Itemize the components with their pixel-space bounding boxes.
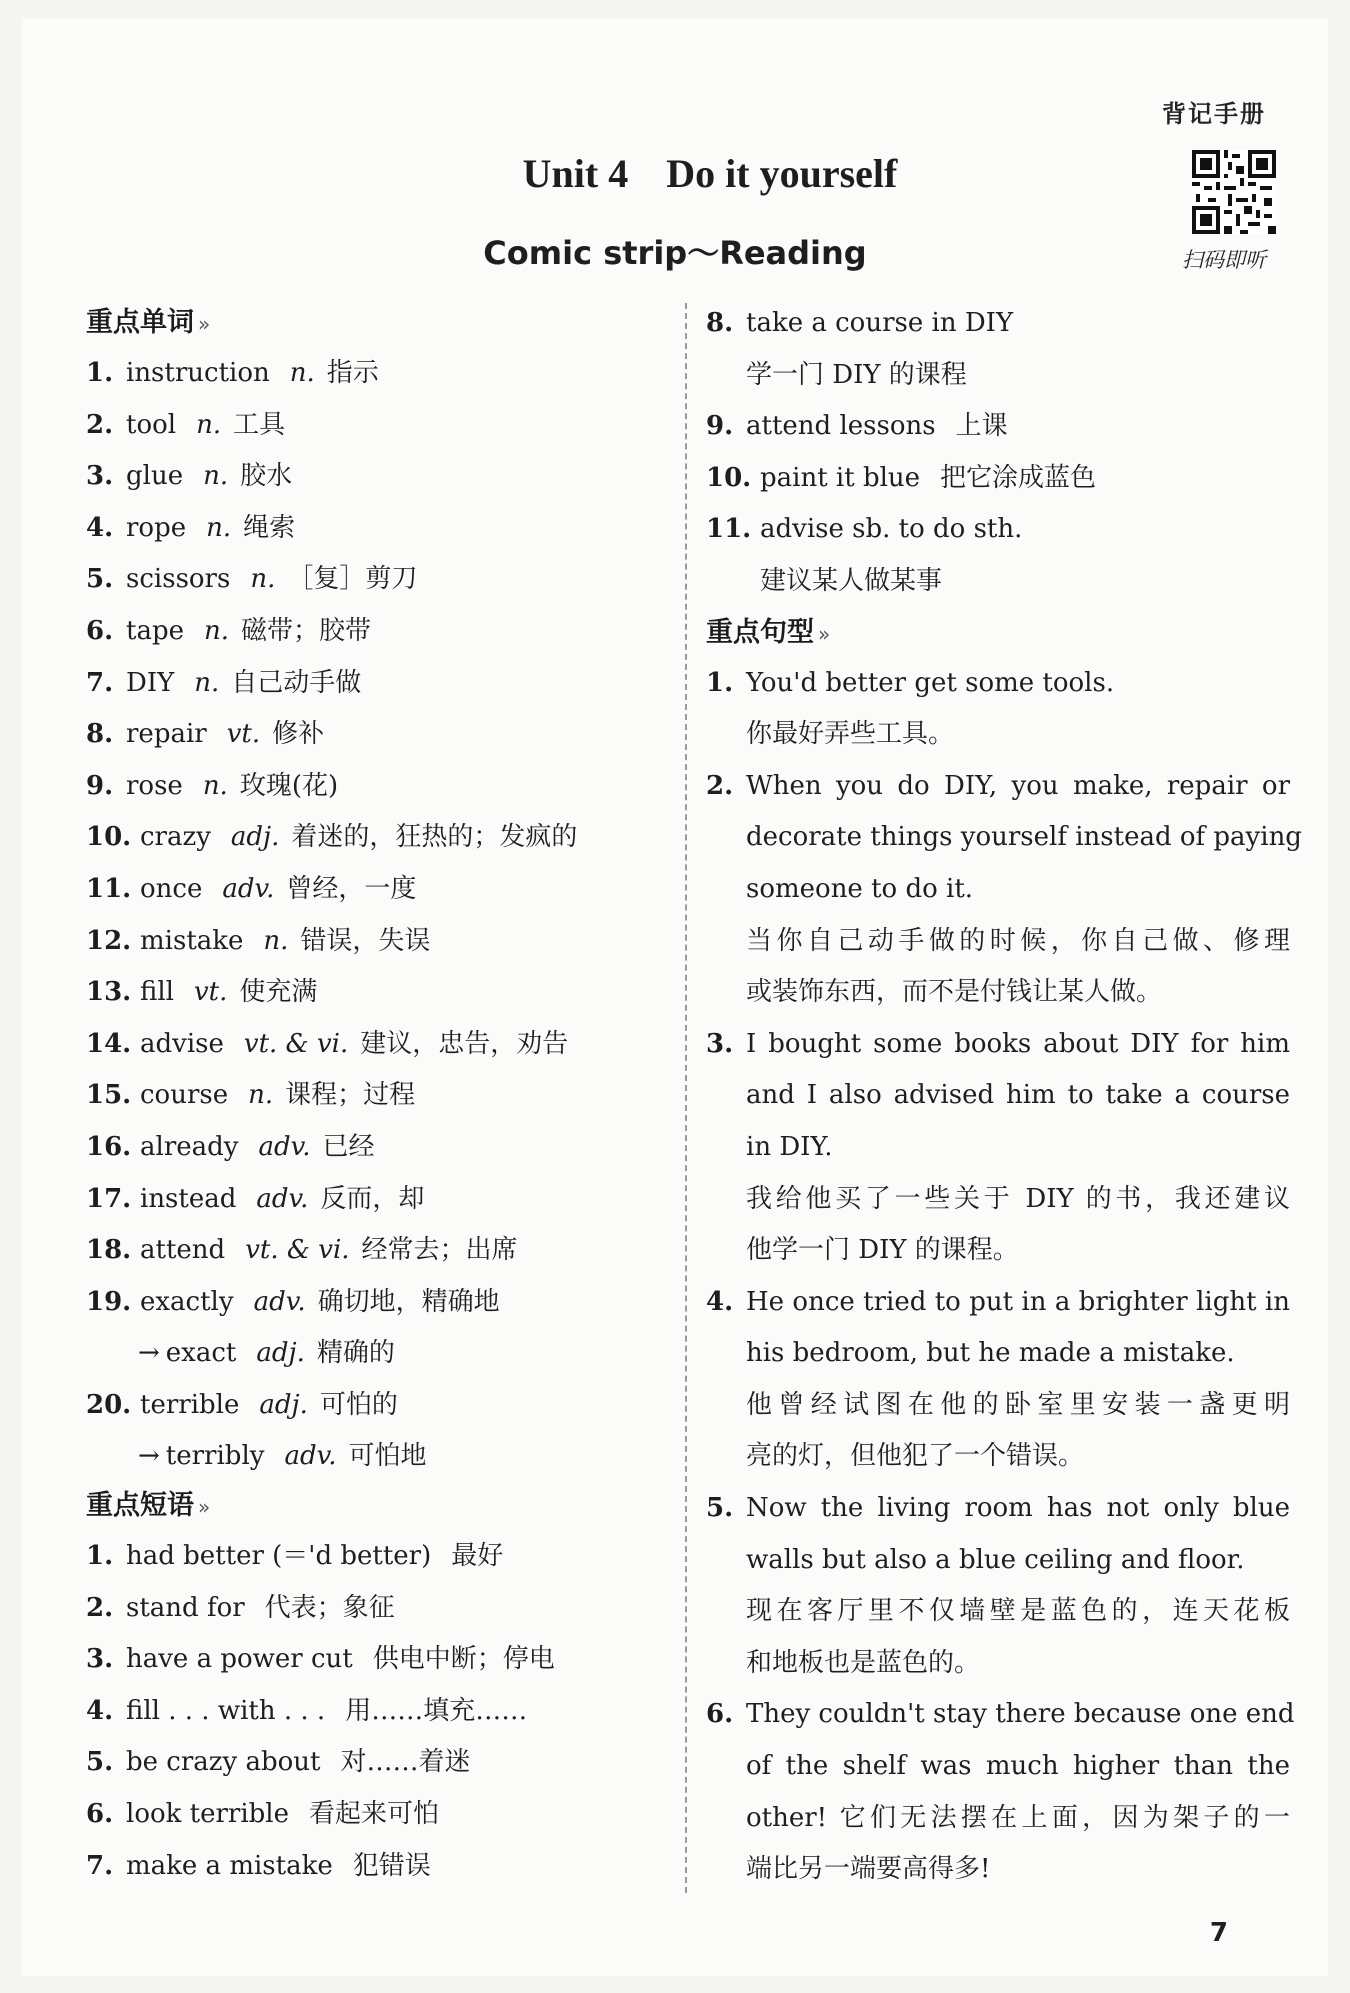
item-number: 14. [86, 1028, 132, 1059]
sentence-text: I bought some books about DIY for him [746, 1028, 1290, 1059]
word-row [86, 709, 676, 761]
word-meaning: 确切地，精确地 [317, 1286, 500, 1317]
phrase-meaning: 用……填充…… [345, 1695, 528, 1726]
word-text: rope [126, 512, 187, 543]
item-number: 7. [86, 667, 114, 698]
phrase-text: stand for [126, 1592, 245, 1623]
word-row [86, 658, 676, 710]
word-meaning: 建议，忠告，劝告 [360, 1028, 569, 1059]
word-text: glue [126, 461, 184, 492]
item-number: 12. [86, 925, 132, 956]
manual-label: 背记手册 [1162, 100, 1266, 128]
sentence-mixed-line: other! 它们无法摆在上面，因为架子的一 [746, 1802, 1290, 1833]
sentence-text: Now the living room has not only blue [746, 1493, 1290, 1524]
phrase-text: look terrible [126, 1799, 289, 1830]
word-text: repair [126, 719, 207, 750]
word-text: advise [140, 1028, 224, 1059]
word-meaning: 指示 [326, 358, 379, 388]
item-number: 4. [706, 1286, 734, 1317]
arrow-icon: → [138, 1441, 160, 1472]
sentence-translation: 或装饰东西，而不是付钱让某人做。 [746, 977, 1163, 1008]
phrase-text: have a power cut [126, 1644, 353, 1675]
phrase-text: take a course in DIY [746, 308, 1014, 338]
word-meaning: 精确的 [316, 1338, 395, 1369]
phrase-text: paint it blue [760, 462, 921, 493]
item-number: 5. [706, 1493, 734, 1524]
item-number: 19. [86, 1286, 132, 1317]
part-of-speech: n. [206, 512, 232, 543]
section-subtitle: Comic strip～Reading [483, 234, 867, 272]
word-text: instruction [126, 358, 270, 388]
sentence-item [706, 1019, 1290, 1277]
part-of-speech: n. [194, 667, 220, 698]
part-of-speech: n. [196, 409, 222, 440]
part-of-speech: vt. [226, 719, 261, 750]
word-row [86, 967, 676, 1019]
phrase-meaning: 供电中断；停电 [372, 1644, 555, 1675]
word-text: fill [140, 977, 174, 1008]
sentence-item [706, 761, 1302, 1019]
item-number: 5. [86, 1747, 114, 1778]
word-text: tool [126, 409, 177, 440]
word-meaning: 工具 [233, 409, 286, 440]
word-row [86, 503, 676, 555]
part-of-speech: n. [289, 358, 315, 388]
item-number: 8. [86, 719, 114, 750]
item-number: 2. [86, 409, 114, 440]
sentence-text: He once tried to put in a brighter light in [746, 1286, 1290, 1317]
sentence-translation: 亮的灯，但他犯了一个错误。 [746, 1441, 1085, 1472]
sentence-translation: 端比另一端要高得多! [746, 1854, 991, 1885]
item-number: 7. [86, 1850, 114, 1881]
page [22, 18, 1328, 1976]
word-row [86, 864, 676, 916]
word-meaning: 胶水 [240, 461, 293, 492]
word-text: rose [126, 770, 183, 801]
part-of-speech: adj. [230, 822, 280, 853]
phrase-item [86, 1737, 676, 1789]
item-number: 20. [86, 1389, 132, 1420]
phrase-item [706, 453, 1290, 505]
word-row [86, 1328, 676, 1380]
word-row [86, 812, 676, 864]
part-of-speech: n. [203, 461, 229, 492]
word-text: already [140, 1131, 239, 1162]
phrase-item [86, 1686, 676, 1738]
sentence-text: someone to do it. [746, 873, 974, 904]
part-of-speech: adj. [256, 1338, 305, 1369]
word-meaning: 可怕的 [319, 1389, 398, 1420]
word-meaning: 错误，失误 [300, 925, 431, 956]
item-number: 10. [706, 462, 752, 493]
word-text: course [140, 1080, 229, 1111]
phrase-text: be crazy about [126, 1747, 321, 1778]
word-row [86, 1070, 676, 1122]
item-number: 18. [86, 1235, 132, 1266]
sentence-text: decorate things yourself instead of paying [746, 822, 1302, 853]
phrase-list [86, 1531, 676, 1892]
word-row [86, 1277, 676, 1329]
sentence-item [706, 658, 1290, 761]
word-row [86, 348, 676, 400]
word-row [86, 1380, 676, 1432]
word-meaning: 经常去；出席 [361, 1235, 518, 1266]
word-row [86, 1019, 676, 1071]
phrase-text: make a mistake [126, 1850, 333, 1881]
word-text: mistake [140, 925, 244, 956]
unit-label: Unit 4 [522, 151, 629, 196]
word-meaning: 曾经，一度 [286, 873, 417, 904]
part-of-speech: n. [263, 925, 289, 956]
word-row [86, 916, 676, 968]
part-of-speech: adv. [256, 1183, 309, 1214]
word-text: scissors [126, 564, 231, 595]
word-meaning: 已经 [322, 1131, 375, 1162]
phrase-item [706, 504, 1290, 607]
sentence-text: his bedroom, but he made a mistake. [746, 1338, 1235, 1369]
item-number: 16. [86, 1131, 132, 1162]
scan-label: 扫码即听 [1182, 248, 1266, 272]
sentence-item [706, 1277, 1290, 1483]
phrase-text: had better (＝'d better) [126, 1541, 432, 1572]
sentence-translation: 我给他买了一些关于 DIY 的书，我还建议 [746, 1183, 1290, 1214]
item-number: 11. [706, 514, 752, 545]
item-number: 15. [86, 1080, 132, 1111]
word-meaning: 绳索 [243, 512, 296, 543]
column-divider [685, 303, 687, 1893]
page-number: 7 [1209, 1918, 1228, 1948]
word-meaning: 使充满 [239, 977, 318, 1008]
phrase-item [706, 298, 1290, 401]
sentence-translation: 和地板也是蓝色的。 [746, 1647, 981, 1678]
phrase-list-continued [706, 298, 1290, 608]
sentence-text: and I also advised him to take a course [746, 1080, 1290, 1111]
sentence-translation: 他曾经试图在他的卧室里安装一盏更明 [746, 1389, 1290, 1420]
word-text: crazy [140, 822, 211, 853]
phrase-meaning: 对……着迷 [340, 1747, 471, 1778]
item-number: 5. [86, 564, 114, 595]
part-of-speech: vt. [193, 977, 228, 1008]
item-number: 10. [86, 822, 132, 853]
word-text: DIY [126, 667, 175, 698]
part-of-speech: adv. [222, 873, 275, 904]
words-heading: 重点单词 » [86, 307, 211, 338]
item-number: 3. [86, 461, 114, 492]
phrase-text: attend lessons [746, 411, 936, 442]
word-meaning: 可怕地 [348, 1441, 427, 1472]
word-meaning: 自己动手做 [231, 667, 362, 698]
item-number: 6. [706, 1699, 734, 1730]
word-row [86, 451, 676, 503]
part-of-speech: n. [250, 564, 276, 595]
part-of-speech: adv. [253, 1286, 306, 1317]
sentence-text: You'd better get some tools. [746, 667, 1115, 698]
phrase-meaning: 犯错误 [352, 1850, 431, 1881]
phrase-text: advise sb. to do sth. [760, 514, 1023, 545]
sentence-translation: 他学一门 DIY 的课程。 [746, 1235, 1019, 1266]
item-number: 6. [86, 1799, 114, 1830]
word-text: attend [140, 1235, 226, 1266]
word-row [86, 1174, 676, 1226]
part-of-speech: adv. [284, 1441, 337, 1472]
part-of-speech: vt. & vi. [243, 1028, 349, 1059]
sentence-text: When you do DIY, you make, repair or [746, 770, 1290, 801]
word-row [86, 1122, 676, 1174]
part-of-speech: n. [203, 615, 229, 646]
word-text: tape [126, 615, 184, 646]
word-text: terribly [165, 1441, 265, 1472]
word-row [86, 761, 676, 813]
item-number: 4. [86, 512, 114, 543]
sentence-item [706, 1483, 1290, 1689]
sentence-text: walls but also a blue ceiling and floor. [746, 1544, 1245, 1575]
right-column [706, 298, 1302, 1896]
item-number: 9. [706, 411, 734, 442]
phrase-meaning: 代表；象征 [264, 1592, 395, 1623]
sentences-heading: 重点句型 » [706, 616, 831, 648]
phrase-item [86, 1583, 676, 1635]
phrase-meaning: 把它涂成蓝色 [940, 462, 1097, 493]
unit-name: Do it yourself [666, 151, 898, 196]
item-number: 11. [86, 873, 132, 904]
phrase-item [86, 1634, 676, 1686]
word-row [86, 554, 676, 606]
item-number: 17. [86, 1183, 132, 1214]
item-number: 3. [86, 1644, 114, 1675]
phrase-item [86, 1841, 676, 1893]
sentence-text: of the shelf was much higher than the [746, 1751, 1290, 1782]
left-column [86, 298, 676, 1892]
part-of-speech: adj. [259, 1389, 308, 1420]
part-of-speech: vt. & vi. [245, 1235, 350, 1266]
word-meaning: 着迷的，狂热的；发疯的 [291, 822, 578, 853]
part-of-speech: adv. [258, 1131, 311, 1162]
word-row [86, 606, 676, 658]
word-row [86, 1225, 676, 1277]
item-number: 8. [706, 308, 734, 338]
word-text: exactly [140, 1286, 234, 1317]
word-meaning: 磁带；胶带 [241, 615, 372, 646]
arrow-icon: → [138, 1338, 160, 1369]
word-text: once [140, 873, 203, 904]
word-text: terrible [140, 1389, 240, 1420]
word-meaning: 课程；过程 [285, 1080, 416, 1111]
word-text: instead [140, 1183, 237, 1214]
phrase-meaning: 建议某人做某事 [760, 565, 943, 596]
item-number: 13. [86, 977, 132, 1008]
item-number: 1. [86, 1541, 114, 1572]
word-text: exact [165, 1338, 237, 1369]
phrase-meaning: 看起来可怕 [309, 1799, 440, 1830]
word-row [86, 1431, 676, 1483]
item-number: 9. [86, 770, 114, 801]
word-meaning: ［复］剪刀 [287, 564, 418, 595]
item-number: 3. [706, 1028, 734, 1059]
phrase-meaning: 最好 [451, 1541, 504, 1572]
item-number: 4. [86, 1695, 114, 1726]
word-meaning: 修补 [272, 719, 325, 750]
word-row [86, 400, 676, 452]
sentence-translation: 当你自己动手做的时候，你自己做、修理 [746, 925, 1290, 956]
phrases-heading: 重点短语 » [86, 1490, 211, 1522]
item-number: 6. [86, 615, 114, 646]
sentence-translation: 现在客厅里不仅墙壁是蓝色的，连天花板 [746, 1596, 1290, 1627]
phrase-item [86, 1531, 676, 1583]
item-number: 1. [706, 667, 734, 698]
sentence-text: They couldn't stay there because one end [746, 1699, 1295, 1730]
sentence-list [706, 658, 1302, 1896]
word-meaning: 玫瑰(花) [239, 770, 339, 801]
item-number: 2. [706, 770, 734, 801]
item-number: 2. [86, 1592, 114, 1623]
unit-title [22, 150, 1328, 197]
sentence-item [706, 1689, 1295, 1895]
phrase-meaning: 上课 [955, 411, 1008, 442]
word-list [86, 348, 676, 1483]
phrase-item [86, 1789, 676, 1841]
part-of-speech: n. [202, 770, 228, 801]
sentence-translation: 你最好弄些工具。 [746, 719, 955, 750]
phrase-item [706, 401, 1290, 453]
part-of-speech: n. [248, 1080, 274, 1111]
phrase-text: fill . . . with . . . [126, 1695, 326, 1726]
word-meaning: 反而，却 [320, 1183, 425, 1214]
sentence-text: in DIY. [746, 1131, 833, 1162]
item-number: 1. [86, 358, 114, 388]
phrase-meaning: 学一门 DIY 的课程 [746, 359, 967, 390]
